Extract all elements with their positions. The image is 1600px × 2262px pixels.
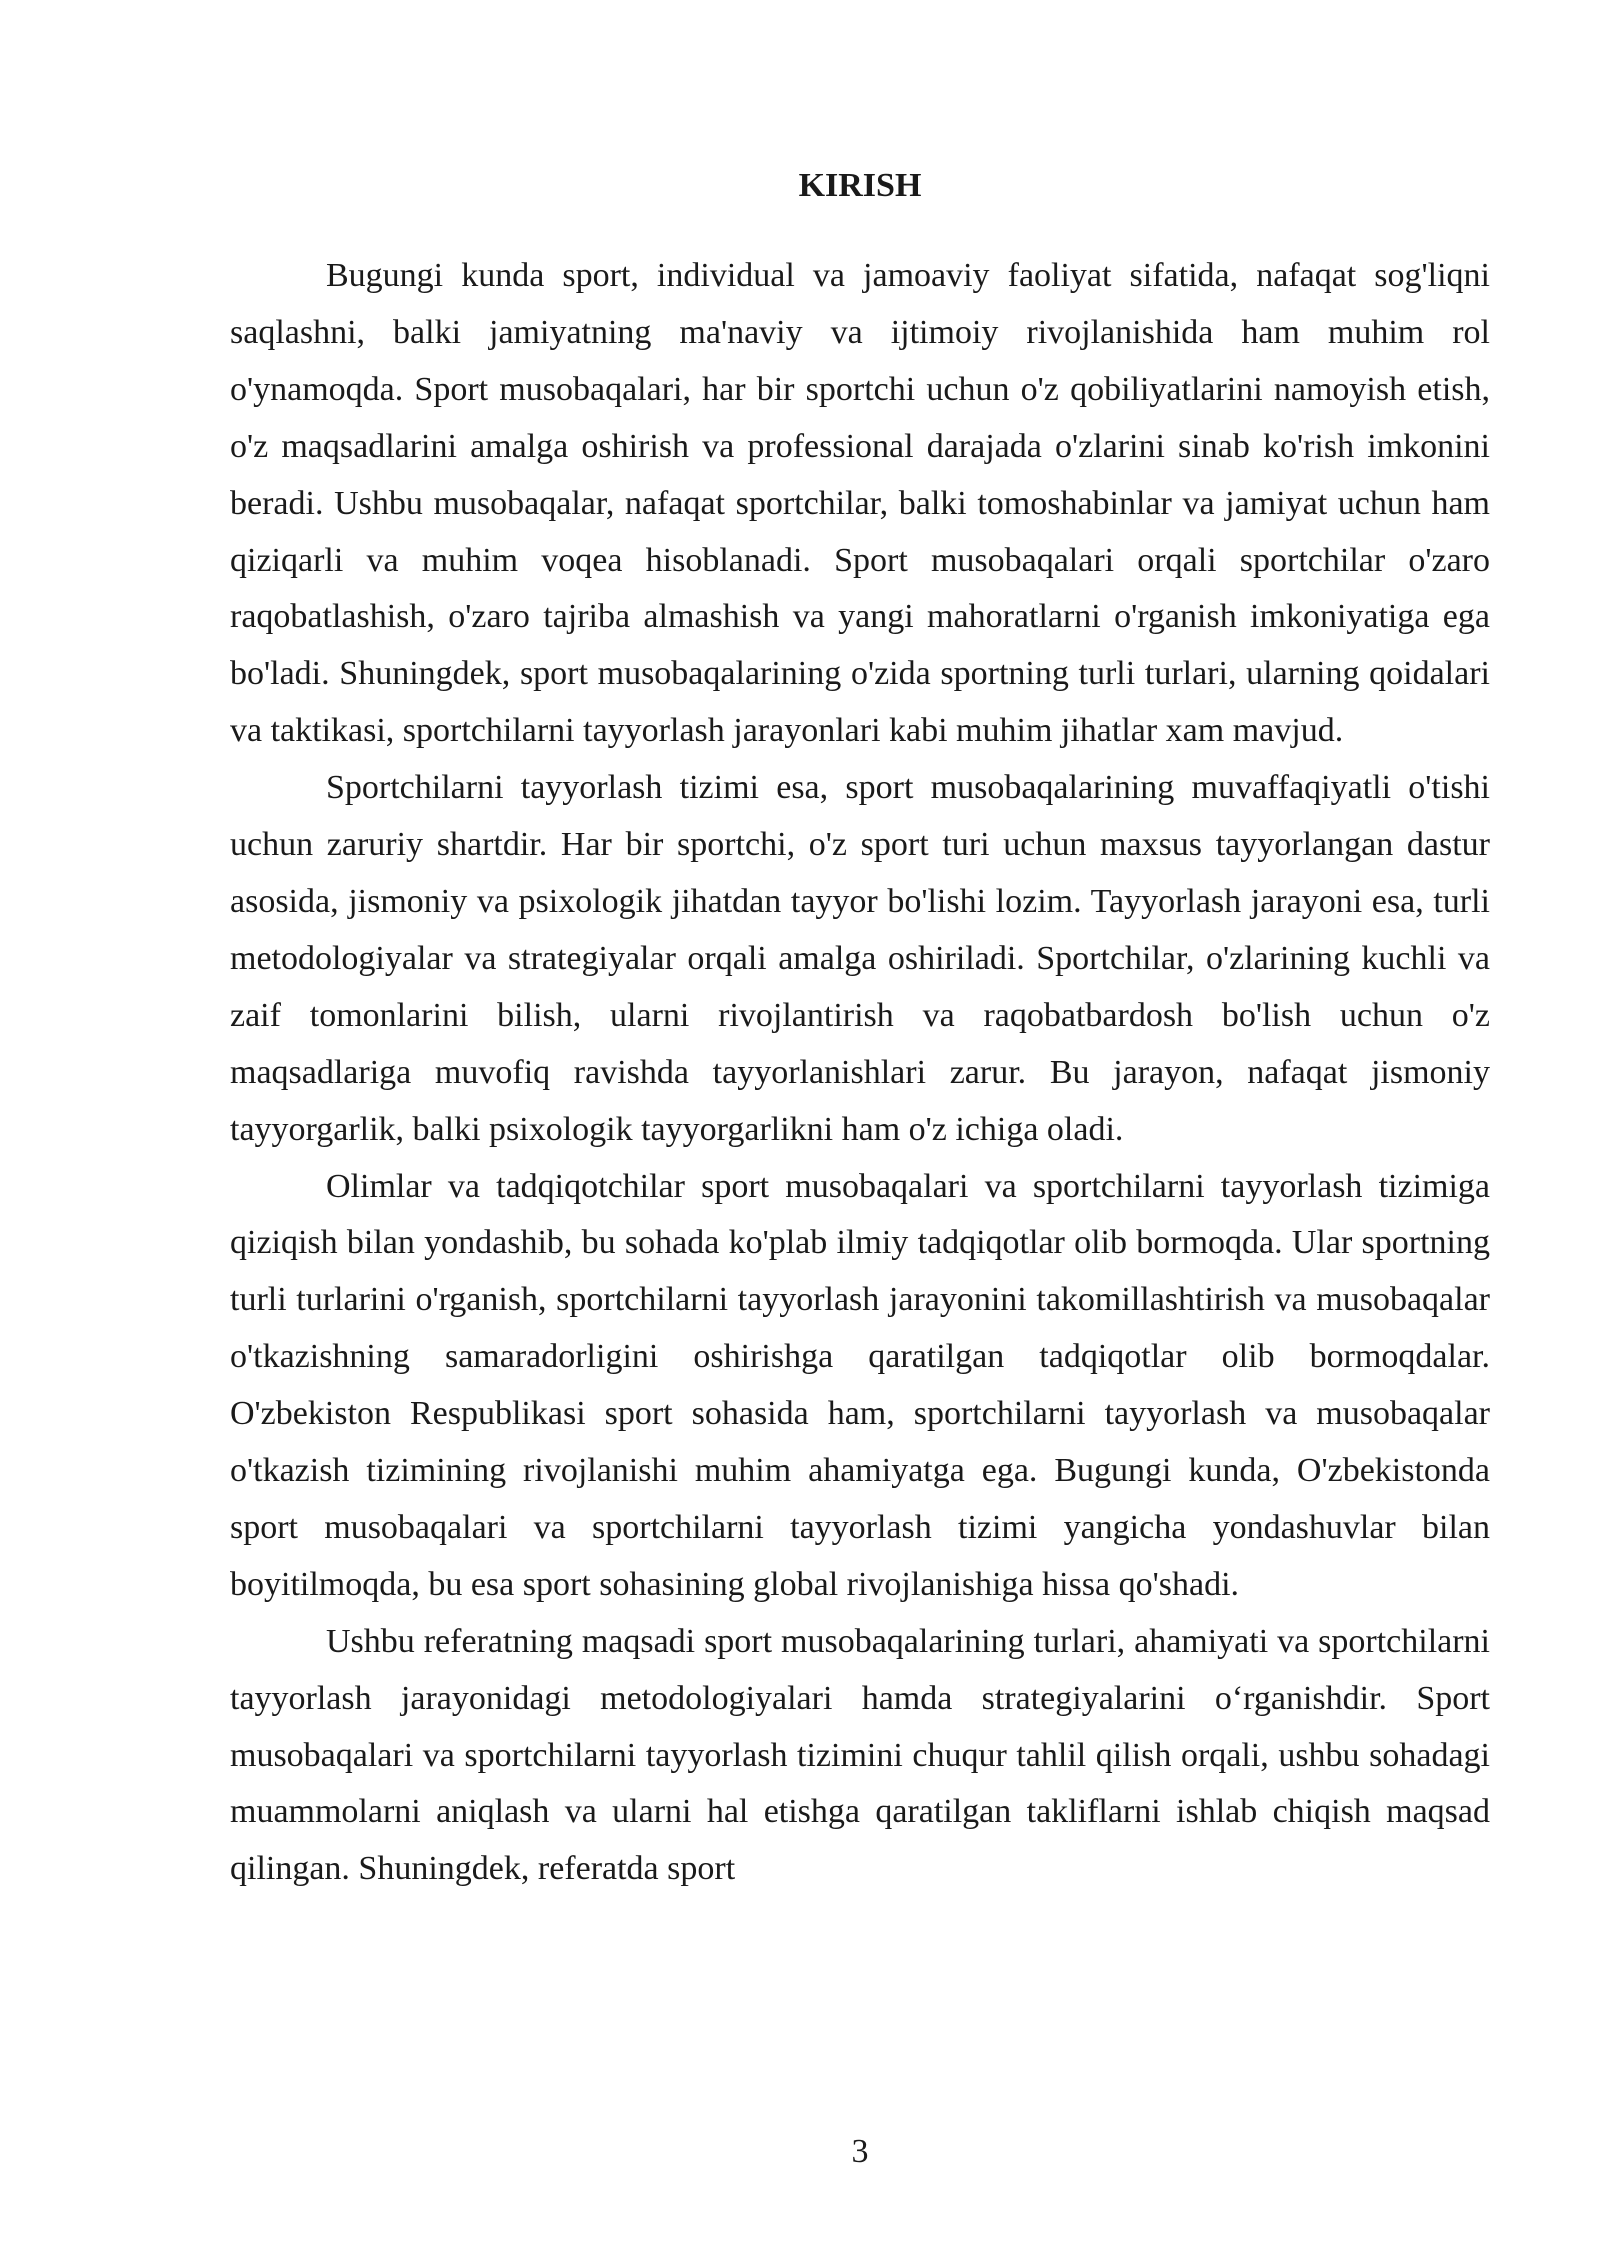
paragraph-1: Bugungi kunda sport, individual va jamoaviy faoliyat sifatida, nafaqat sog'liqni saqlashni, balki jamiyatning ma'naviy va ijtimoiy rivojlanishida ham muhim rol o'ynamoqda. Sport musobaqalari, har bir sportchi uchun o'z qobiliyatlarini namoyish etish, o'z maqsadlarini amalga oshirish va professional darajada o'zlarini sinab ko'rish imkonini beradi. Ushbu musobaqalar, nafaqat sportchilar, balki tomoshabinlar va jamiyat uchun ham qiziqarli va muhim voqea hisoblanadi. Sport musobaqalari orqali sportchilar o'zaro raqobatlashish, o'zaro tajriba almashish va yangi mahoratlarni o'rganish imkoniyatiga ega bo'ladi. Shuningdek, sport musobaqalarining o'zida sportning turli turlari, ularning qoidalari va taktikasi, sportchilarni tayyorlash jarayonlari kabi muhim jihatlar xam mavjud. [230, 257, 1490, 750]
paragraph-4: Ushbu referatning maqsadi sport musobaqalarining turlari, ahamiyati va sportchilarni tayyorlash jarayonidagi metodologiyalari hamda strategiyalarini o‘rganishdir. Sport musobaqalari va sportchilarni tayyorlash tizimini chuqur tahlil qilish orqali, ushbu sohadagi muammolarni aniqlash va ularni hal etishga qaratilgan takliflarni ishlab chiqish maqsad qilingan. Shuningdek, referatda sport [230, 1622, 1490, 1888]
page-number: 3 [851, 2133, 869, 2170]
paragraph-2: Sportchilarni tayyorlash tizimi esa, sport musobaqalarining muvaffaqiyatli o'tishi uchun zaruriy shartdir. Har bir sportchi, o'z sport turi uchun maxsus tayyorlangan dastur asosida, jismoniy va psixologik jihatdan tayyor bo'lishi lozim. Tayyorlash jarayoni esa, turli metodologiyalar va strategiyalar orqali amalga oshiriladi. Sportchilar, o'zlarining kuchli va zaif tomonlarini bilish, ularni rivojlantirish va raqobatbardosh bo'lish uchun o'z maqsadlariga muvofiq ravishda tayyorlanishlari zarur. Bu jarayon, nafaqat jismoniy tayyorgarlik, balki psixologik tayyorgarlikni ham o'z ichiga oladi. [230, 769, 1490, 1148]
paragraph-3: Olimlar va tadqiqotchilar sport musobaqalari va sportchilarni tayyorlash tizimiga qiziqish bilan yondashib, bu sohada ko'plab ilmiy tadqiqotlar olib bormoqda. Ular sportning turli turlarini o'rganish, sportchilarni tayyorlash jarayonini takomillashtirish va musobaqalar o'tkazishning samaradorligini oshirishga qaratilgan tadqiqotlar olib bormoqdalar. O'zbekiston Respublikasi sport sohasida ham, sportchilarni tayyorlash va musobaqalar o'tkazish tizimining rivojlanishi muhim ahamiyatga ega. Bugungi kunda, O'zbekistonda sport musobaqalari va sportchilarni tayyorlash tizimi yangicha yondashuvlar bilan boyitilmoqda, bu esa sport sohasining global rivojlanishiga hissa qo'shadi. [230, 1167, 1490, 1603]
body-text [230, 248, 1490, 1898]
section-title: KIRISH [798, 167, 922, 204]
